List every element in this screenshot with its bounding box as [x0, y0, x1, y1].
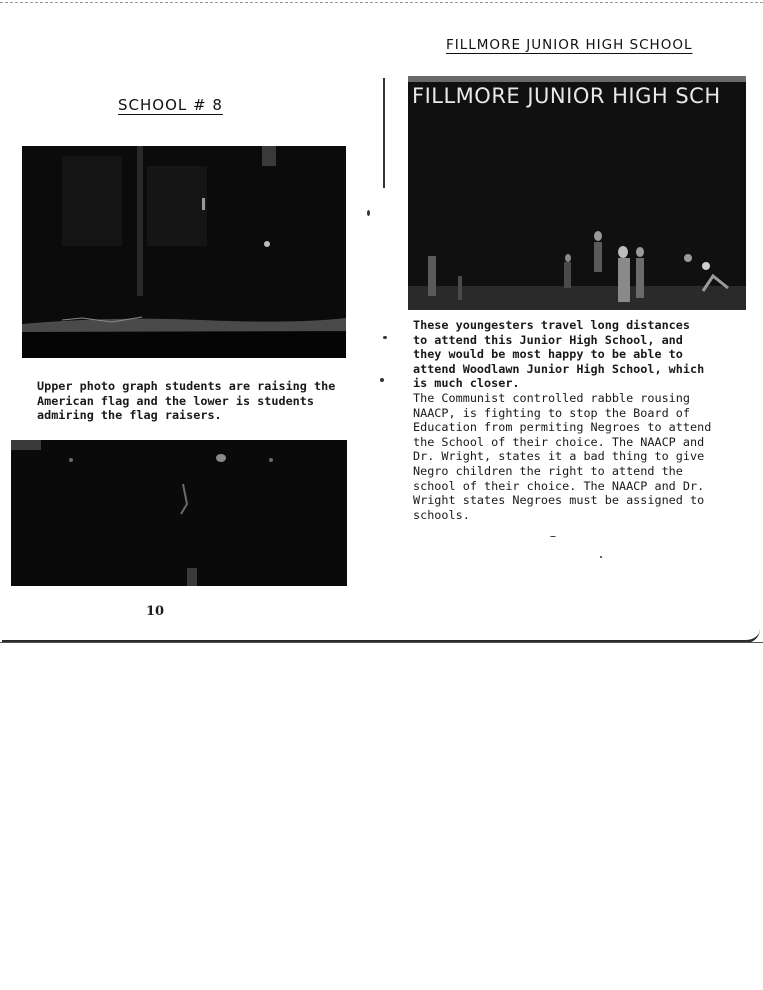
caption-line: they would be most happy to be able to	[413, 347, 683, 362]
right-page-title: FILLMORE JUNIOR HIGH SCHOOL	[446, 37, 693, 53]
lower-photo-students-admiring	[11, 440, 347, 586]
caption-line: admiring the flag raisers.	[37, 408, 222, 423]
caption-line: school of their choice. The NAACP and Dr.	[413, 478, 705, 493]
caption-line: Negro children the right to attend the	[413, 463, 683, 478]
scan-speck	[600, 556, 602, 558]
caption-line: the School of their choice. The NAACP and	[413, 434, 705, 449]
caption-line: is much closer.	[413, 376, 520, 391]
scan-lower-edge	[0, 642, 763, 643]
right-page-text	[413, 318, 753, 522]
scan-top-edge	[0, 2, 763, 3]
caption-line: attend Woodlawn Junior High School, which	[413, 361, 705, 376]
caption-line: schools.	[413, 507, 470, 522]
page-number: 10	[146, 604, 165, 619]
caption-line: Dr. Wright, states it a bad thing to give	[413, 449, 705, 464]
scan-speck	[383, 336, 387, 339]
caption-line: Wright states Negroes must be assigned to	[413, 493, 705, 508]
caption-line: These youngesters travel long distances	[413, 318, 690, 332]
scan-speck	[550, 536, 556, 537]
school-sign-lettering: FILLMORE JUNIOR HIGH SCH	[412, 84, 721, 108]
caption-line: American flag and the lower is students	[37, 393, 314, 408]
caption-line: The Communist controlled rabble rousing	[413, 390, 690, 405]
school-sign-photo	[408, 76, 746, 310]
left-page-title: SCHOOL # 8	[118, 96, 223, 114]
caption-line: to attend this Junior High School, and	[413, 332, 683, 347]
caption-line: Education from permiting Negroes to attend	[413, 420, 712, 435]
scan-speck	[380, 378, 384, 382]
left-photo-caption	[37, 379, 367, 423]
scan-speck	[367, 210, 370, 216]
caption-line: Upper photo graph students are raising the	[37, 379, 336, 393]
upper-photo-flag-raising	[22, 146, 346, 358]
center-gutter-line	[383, 78, 385, 188]
caption-line: NAACP, is fighting to stop the Board of	[413, 405, 690, 420]
